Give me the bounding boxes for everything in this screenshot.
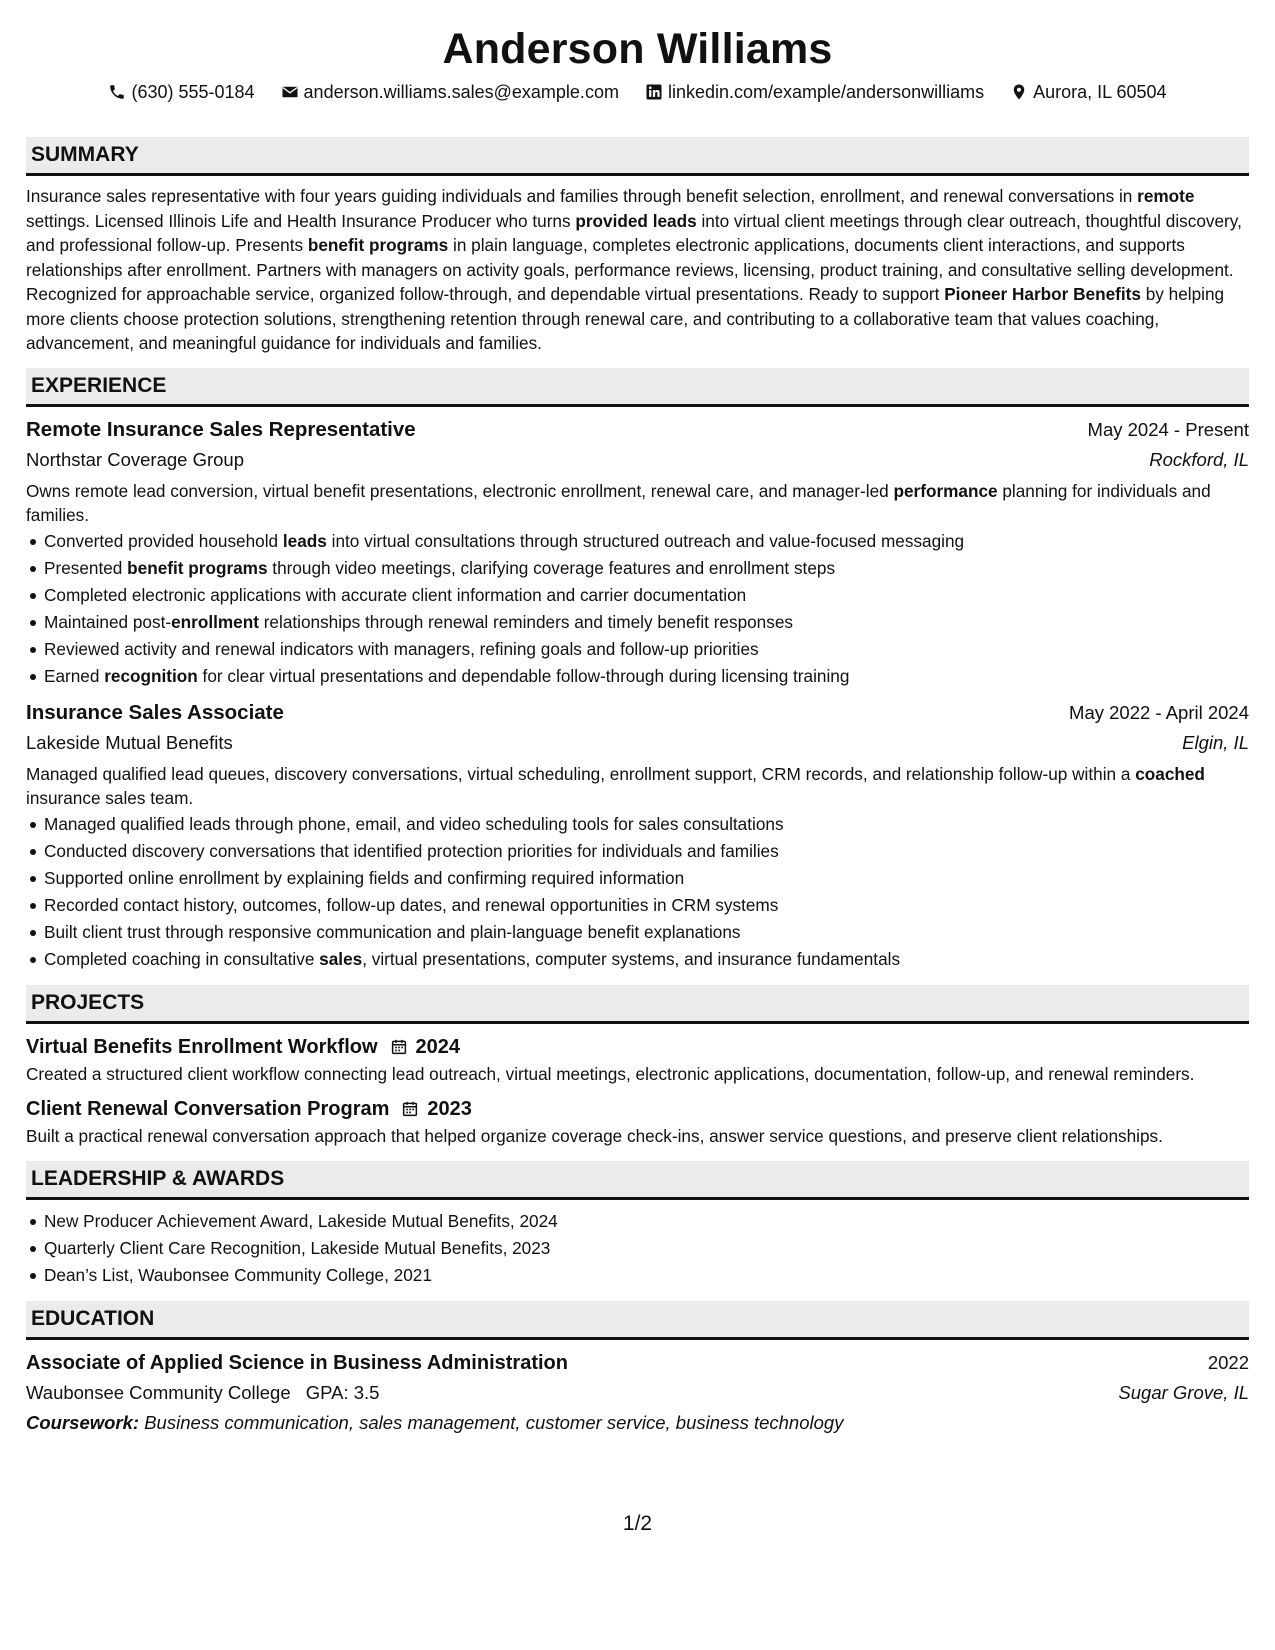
job-dates: May 2024 - Present xyxy=(1087,418,1249,440)
coursework xyxy=(26,1408,1249,1438)
section-heading: EDUCATION xyxy=(26,1301,1249,1340)
projects-section xyxy=(26,985,1249,1149)
job-bullets xyxy=(26,811,1249,973)
list-item: New Producer Achievement Award, Lakeside Mutual Benefits, 2024 xyxy=(44,1208,1249,1235)
summary-section xyxy=(26,137,1249,356)
list-item: Built client trust through responsive communication and plain-language benefit explanations xyxy=(44,919,1249,946)
contact-linkedin[interactable] xyxy=(645,80,984,104)
project-year xyxy=(401,1094,472,1124)
job-location: Rockford, IL xyxy=(1149,448,1249,470)
awards-list xyxy=(26,1208,1249,1289)
list-item: Completed electronic applications with accurate client information and carrier documentation xyxy=(44,582,1249,609)
project-year-text: 2024 xyxy=(415,1035,461,1058)
location-text: Aurora, IL 60504 xyxy=(1033,82,1167,102)
job-company: Lakeside Mutual Benefits xyxy=(26,731,233,753)
degree-year: 2022 xyxy=(1207,1351,1249,1373)
job-bullets xyxy=(26,528,1249,690)
section-heading: LEADERSHIP & AWARDS xyxy=(26,1161,1249,1200)
job-company: Northstar Coverage Group xyxy=(26,448,244,470)
awards-section xyxy=(26,1161,1249,1289)
project-title: Virtual Benefits Enrollment Workflow xyxy=(26,1035,378,1058)
job-summary: Owns remote lead conversion, virtual benefit presentations, electronic enrollment, renewal care, and manager-led performance planning for individuals and families. xyxy=(26,480,1211,525)
section-heading: EXPERIENCE xyxy=(26,368,1249,407)
project-description: Built a practical renewal conversation approach that helped organize coverage check-ins, answer service questions, and preserve client relationships. xyxy=(26,1126,1163,1146)
calendar-icon xyxy=(401,1100,419,1118)
job-summary: Managed qualified lead queues, discovery conversations, virtual scheduling, enrollment support, CRM records, and relationship follow-up within a coached insurance sales team. xyxy=(26,763,1205,808)
project-entry xyxy=(26,1094,1249,1149)
resume-body xyxy=(26,137,1249,1450)
job-dates: May 2022 - April 2024 xyxy=(1069,701,1249,723)
project-entry xyxy=(26,1032,1249,1087)
map-pin-icon xyxy=(1010,83,1028,101)
school-location: Sugar Grove, IL xyxy=(1118,1381,1249,1403)
summary-text: Insurance sales representative with four years guiding individuals and families through benefit selection, enrollment, and renewal conversations in remote settings. Licensed Illinois Life and Health Insurance Producer who turns provided leads into virtual client meetings through clear outreach, thoughtful discovery, and professional follow-up. Presents benefit programs in plain language, completes electronic applications, documents client interactions, and supports relationships after enrollment. Partners with managers on activity goals, performance reviews, licensing, product training, and consultative selling development. Recognized for approachable service, organized follow-through, and dependable virtual presentations. Ready to support Pioneer Harbor Benefits by helping more clients choose protection solutions, strengthening retention through renewal care, and contributing to a collaborative team that values coaching, advancement, and meaningful guidance for individuals and families. xyxy=(26,186,1242,353)
linkedin-text: linkedin.com/example/andersonwilliams xyxy=(667,82,985,102)
linkedin-icon xyxy=(645,83,663,101)
candidate-name: Anderson Williams xyxy=(442,25,833,73)
job-title: Remote Insurance Sales Representative xyxy=(26,417,416,441)
project-description: Created a structured client workflow connecting lead outreach, virtual meetings, electronic applications, documentation, follow-up, and renewal reminders. xyxy=(26,1063,1195,1084)
list-item: Completed coaching in consultative sales, virtual presentations, computer systems, and insurance fundamentals xyxy=(44,946,1249,973)
job-entry xyxy=(26,698,1249,973)
page-number: 1/2 xyxy=(622,1512,653,1535)
education-section xyxy=(26,1301,1249,1438)
list-item: Presented benefit programs through video meetings, clarifying coverage features and enrollment steps xyxy=(44,555,1249,582)
section-heading: PROJECTS xyxy=(26,985,1249,1024)
phone-text: (630) 555-0184 xyxy=(131,82,255,102)
list-item: Converted provided household leads into virtual consultations through structured outreach and value-focused messaging xyxy=(44,528,1249,555)
email-text: anderson.williams.sales@example.com xyxy=(303,82,619,102)
coursework-label: Coursework: xyxy=(26,1411,140,1433)
contact-bar xyxy=(0,80,1275,104)
contact-email[interactable] xyxy=(281,80,619,104)
list-item: Reviewed activity and renewal indicators with managers, refining goals and follow-up priorities xyxy=(44,636,1249,663)
project-year xyxy=(390,1032,461,1062)
list-item: Maintained post-enrollment relationships through renewal reminders and timely benefit responses xyxy=(44,609,1249,636)
section-heading: SUMMARY xyxy=(26,137,1249,176)
envelope-icon xyxy=(281,83,299,101)
job-entry xyxy=(26,415,1249,690)
list-item: Quarterly Client Care Recognition, Lakeside Mutual Benefits, 2023 xyxy=(44,1235,1249,1262)
contact-phone xyxy=(108,80,254,104)
list-item: Managed qualified leads through phone, email, and video scheduling tools for sales consultations xyxy=(44,811,1249,838)
project-title: Client Renewal Conversation Program xyxy=(26,1098,390,1120)
contact-location xyxy=(1010,80,1166,104)
job-title: Insurance Sales Associate xyxy=(26,700,284,724)
school-line xyxy=(26,1378,379,1408)
job-location: Elgin, IL xyxy=(1182,731,1249,753)
gpa: GPA: 3.5 xyxy=(305,1381,380,1403)
list-item: Earned recognition for clear virtual presentations and dependable follow-through during licensing training xyxy=(44,663,1249,690)
degree-title: Associate of Applied Science in Business Administration xyxy=(26,1351,568,1374)
experience-section xyxy=(26,368,1249,973)
list-item: Dean’s List, Waubonsee Community College, 2021 xyxy=(44,1262,1249,1289)
resume-header xyxy=(0,0,1275,104)
school-name: Waubonsee Community College xyxy=(26,1381,291,1403)
calendar-icon xyxy=(390,1038,408,1056)
project-year-text: 2023 xyxy=(427,1098,472,1120)
phone-icon xyxy=(108,83,126,101)
coursework-text: Business communication, sales management, customer service, business technology xyxy=(144,1411,844,1433)
list-item: Conducted discovery conversations that identified protection priorities for individuals and families xyxy=(44,838,1249,865)
list-item: Supported online enrollment by explaining fields and confirming required information xyxy=(44,865,1249,892)
list-item: Recorded contact history, outcomes, follow-up dates, and renewal opportunities in CRM systems xyxy=(44,892,1249,919)
